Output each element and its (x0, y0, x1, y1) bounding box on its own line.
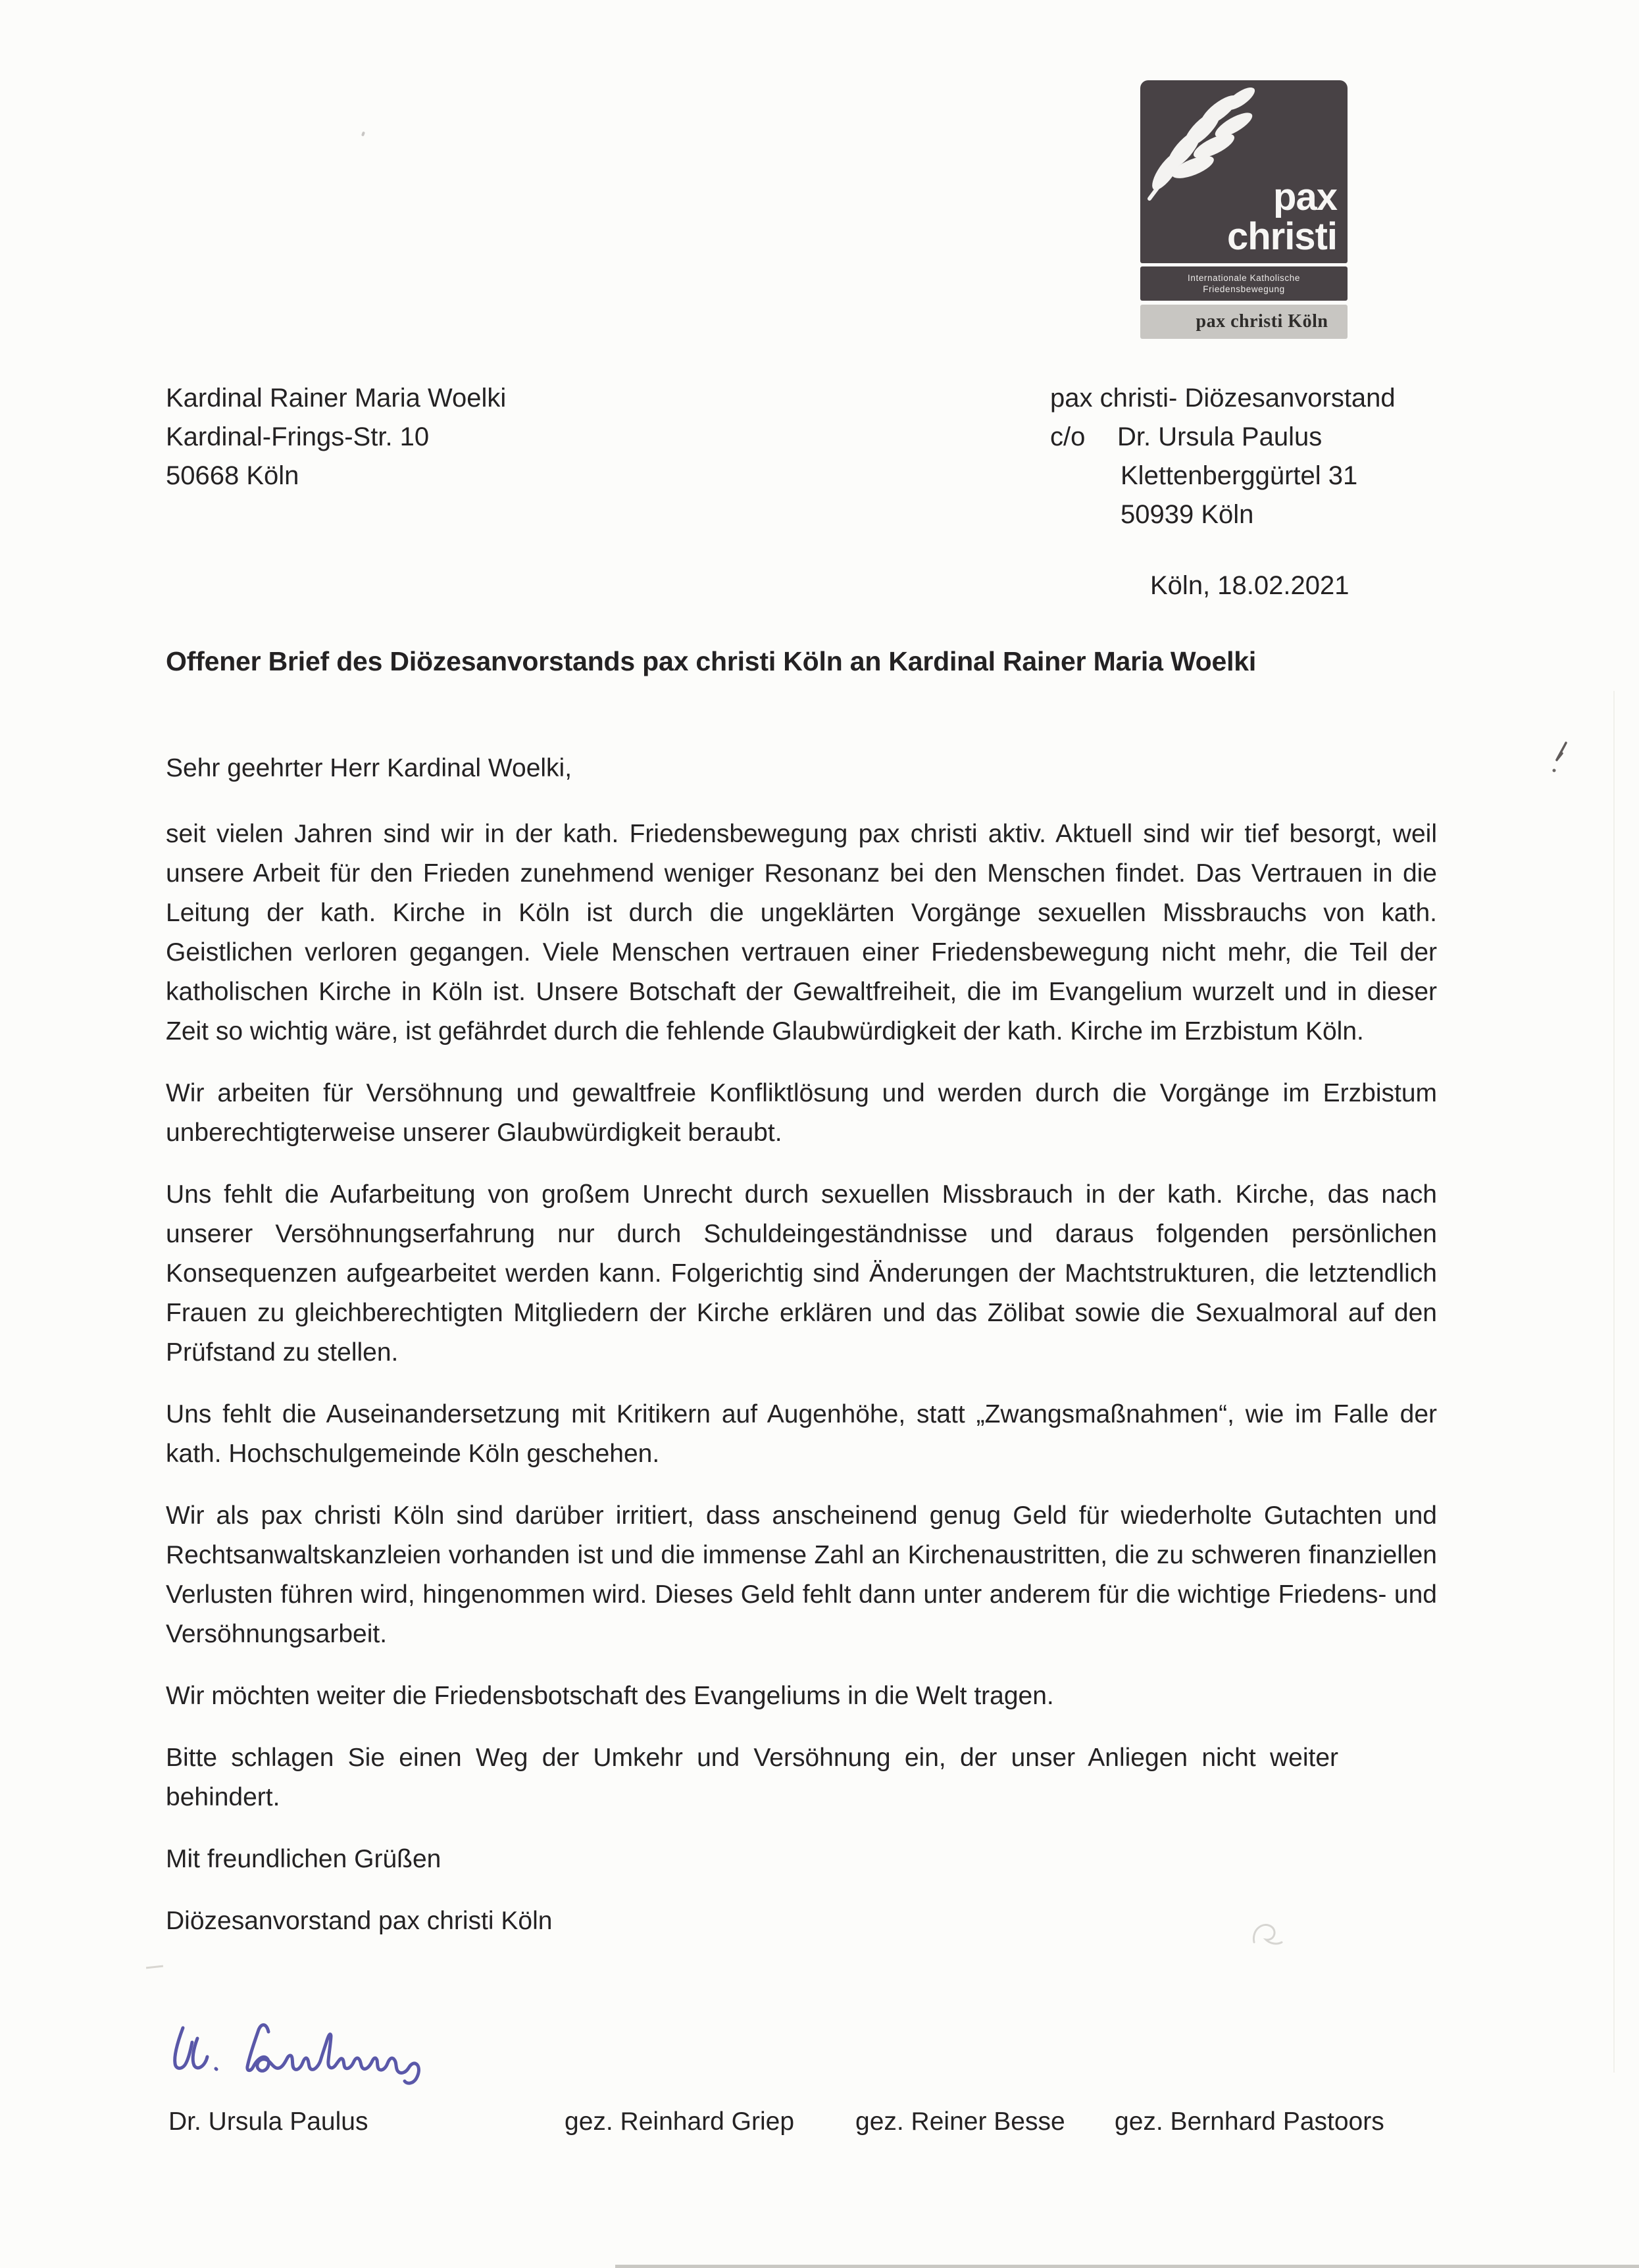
sender-co-label: c/o (1050, 422, 1086, 451)
sender-city: 50939 Köln (1121, 500, 1254, 529)
paragraph: Uns fehlt die Aufarbeitung von großem Unrecht durch sexuellen Missbrauch in der kath. Kirche, das nach unserer Versöhnungserfahrung nur durch Schuldeingeständnisse und daraus folgenden persönlichen Konsequenzen aufgearbeitet werden kann. Folgerichtig sind Änderungen der Machtstrukturen, die letztendlich Frauen zu gleichberechtigten Mitgliedern der Kirche erklären und das Zölibat sowie die Sexualmoral auf den Prüfstand zu stellen. (166, 1180, 1437, 1367)
paragraph: Wir möchten weiter die Friedensbotschaft des Evangeliums in die Welt tragen. (166, 1682, 1054, 1710)
sender-org: pax christi- Diözesanvorstand (1050, 384, 1396, 413)
pencil-dash-artifact (146, 1965, 163, 1969)
signature-handwriting (163, 1998, 466, 2096)
logo-brand-text (1227, 178, 1337, 257)
closing-formula: Mit freundlichen Grüßen (166, 1845, 441, 1873)
subject-line: Offener Brief des Diözesanvorstands pax christi Köln an Kardinal Rainer Maria Woelki (166, 646, 1257, 676)
logo-subtitle-line1: Internationale Katholische (1188, 273, 1300, 283)
sender-street: Klettenberggürtel 31 (1121, 461, 1358, 490)
paragraph: seit vielen Jahren sind wir in der kath. Friedensbewegung pax christi aktiv. Aktuell sind wir tief besorgt, weil unsere Arbeit für den Frieden zunehmend weniger Resonanz bei den Menschen findet. Das Vertrauen in die Leitung der kath. Kirche in Köln ist durch die ungeklärten Vorgänge sexuellen Missbrauchs von kath. Geistlichen verloren gegangen. Viele Menschen vertrauen einer Friedensbewegung nicht mehr, die Teil der katholischen Kirche in Köln ist. Unsere Botschaft der Gewaltfreiheit, die im Evangelium wurzelt und in dieser Zeit so wichtig wäre, ist gefährdet durch die fehlende Glaubwürdigkeit der kath. Kirche im Erzbistum Köln. (166, 820, 1437, 1046)
recipient-name: Kardinal Rainer Maria Woelki (166, 384, 507, 413)
sender-co-line (1050, 418, 1396, 457)
recipient-city: 50668 Köln (166, 461, 299, 490)
logo-subtitle-band (1140, 266, 1348, 301)
signatory-name: gez. Reiner Besse (855, 2107, 1065, 2136)
sender-co-name: Dr. Ursula Paulus (1117, 422, 1323, 451)
sender-address (1050, 379, 1396, 534)
pencil-curl-artifact (1250, 1919, 1290, 1949)
pax-christi-logo (1140, 80, 1348, 339)
salutation: Sehr geehrter Herr Kardinal Woelki, (166, 754, 572, 782)
paragraph: Uns fehlt die Auseinandersetzung mit Kritikern auf Augenhöhe, statt „Zwangsmaßnahmen“, wie im Falle der kath. Hochschulgemeinde Köln geschehen. (166, 1400, 1437, 1468)
signatory-name: Dr. Ursula Paulus (168, 2107, 368, 2136)
logo-region-bar: pax christi Köln (1140, 305, 1348, 339)
dateline: Köln, 18.02.2021 (1150, 571, 1349, 600)
letter-body (166, 749, 1437, 1963)
logo-brand-line1: pax (1273, 176, 1337, 218)
paragraph: Bitte schlagen Sie einen Weg der Umkehr und Versöhnung ein, der unser Anliegen nicht weiter behindert. (166, 1744, 1338, 1811)
logo-main-box (1140, 80, 1348, 263)
scan-crease-line (1613, 691, 1615, 2073)
paragraph: Wir als pax christi Köln sind darüber irritiert, dass anscheinend genug Geld für wiederholte Gutachten und Rechtsanwaltskanzleien vorhanden ist und die immense Zahl an Kirchenaustritten, die zu schweren finanziellen Verlusten führen wird, hingenommen wird. Dieses Geld fehlt dann unter anderem für die wichtige Friedens- und Versöhnungsarbeit. (166, 1501, 1437, 1648)
signatory-name: gez. Reinhard Griep (565, 2107, 795, 2136)
recipient-street: Kardinal-Frings-Str. 10 (166, 422, 430, 451)
scanner-edge-strip (615, 2265, 1639, 2268)
logo-subtitle-line2: Friedensbewegung (1203, 284, 1285, 294)
ink-smudge (1551, 741, 1571, 775)
logo-brand-line2: christi (1226, 215, 1337, 258)
paragraph: Wir arbeiten für Versöhnung und gewaltfreie Konfliktlösung und werden durch die Vorgänge im Erzbistum unberechtigterweise unserer Glaubwürdigkeit beraubt. (166, 1079, 1437, 1147)
recipient-address (166, 379, 506, 495)
signatories-row (0, 2107, 1639, 2147)
scan-speck (361, 132, 365, 137)
signer-organisation: Diözesanvorstand pax christi Köln (166, 1907, 553, 1935)
signatory-name: gez. Bernhard Pastoors (1115, 2107, 1384, 2136)
